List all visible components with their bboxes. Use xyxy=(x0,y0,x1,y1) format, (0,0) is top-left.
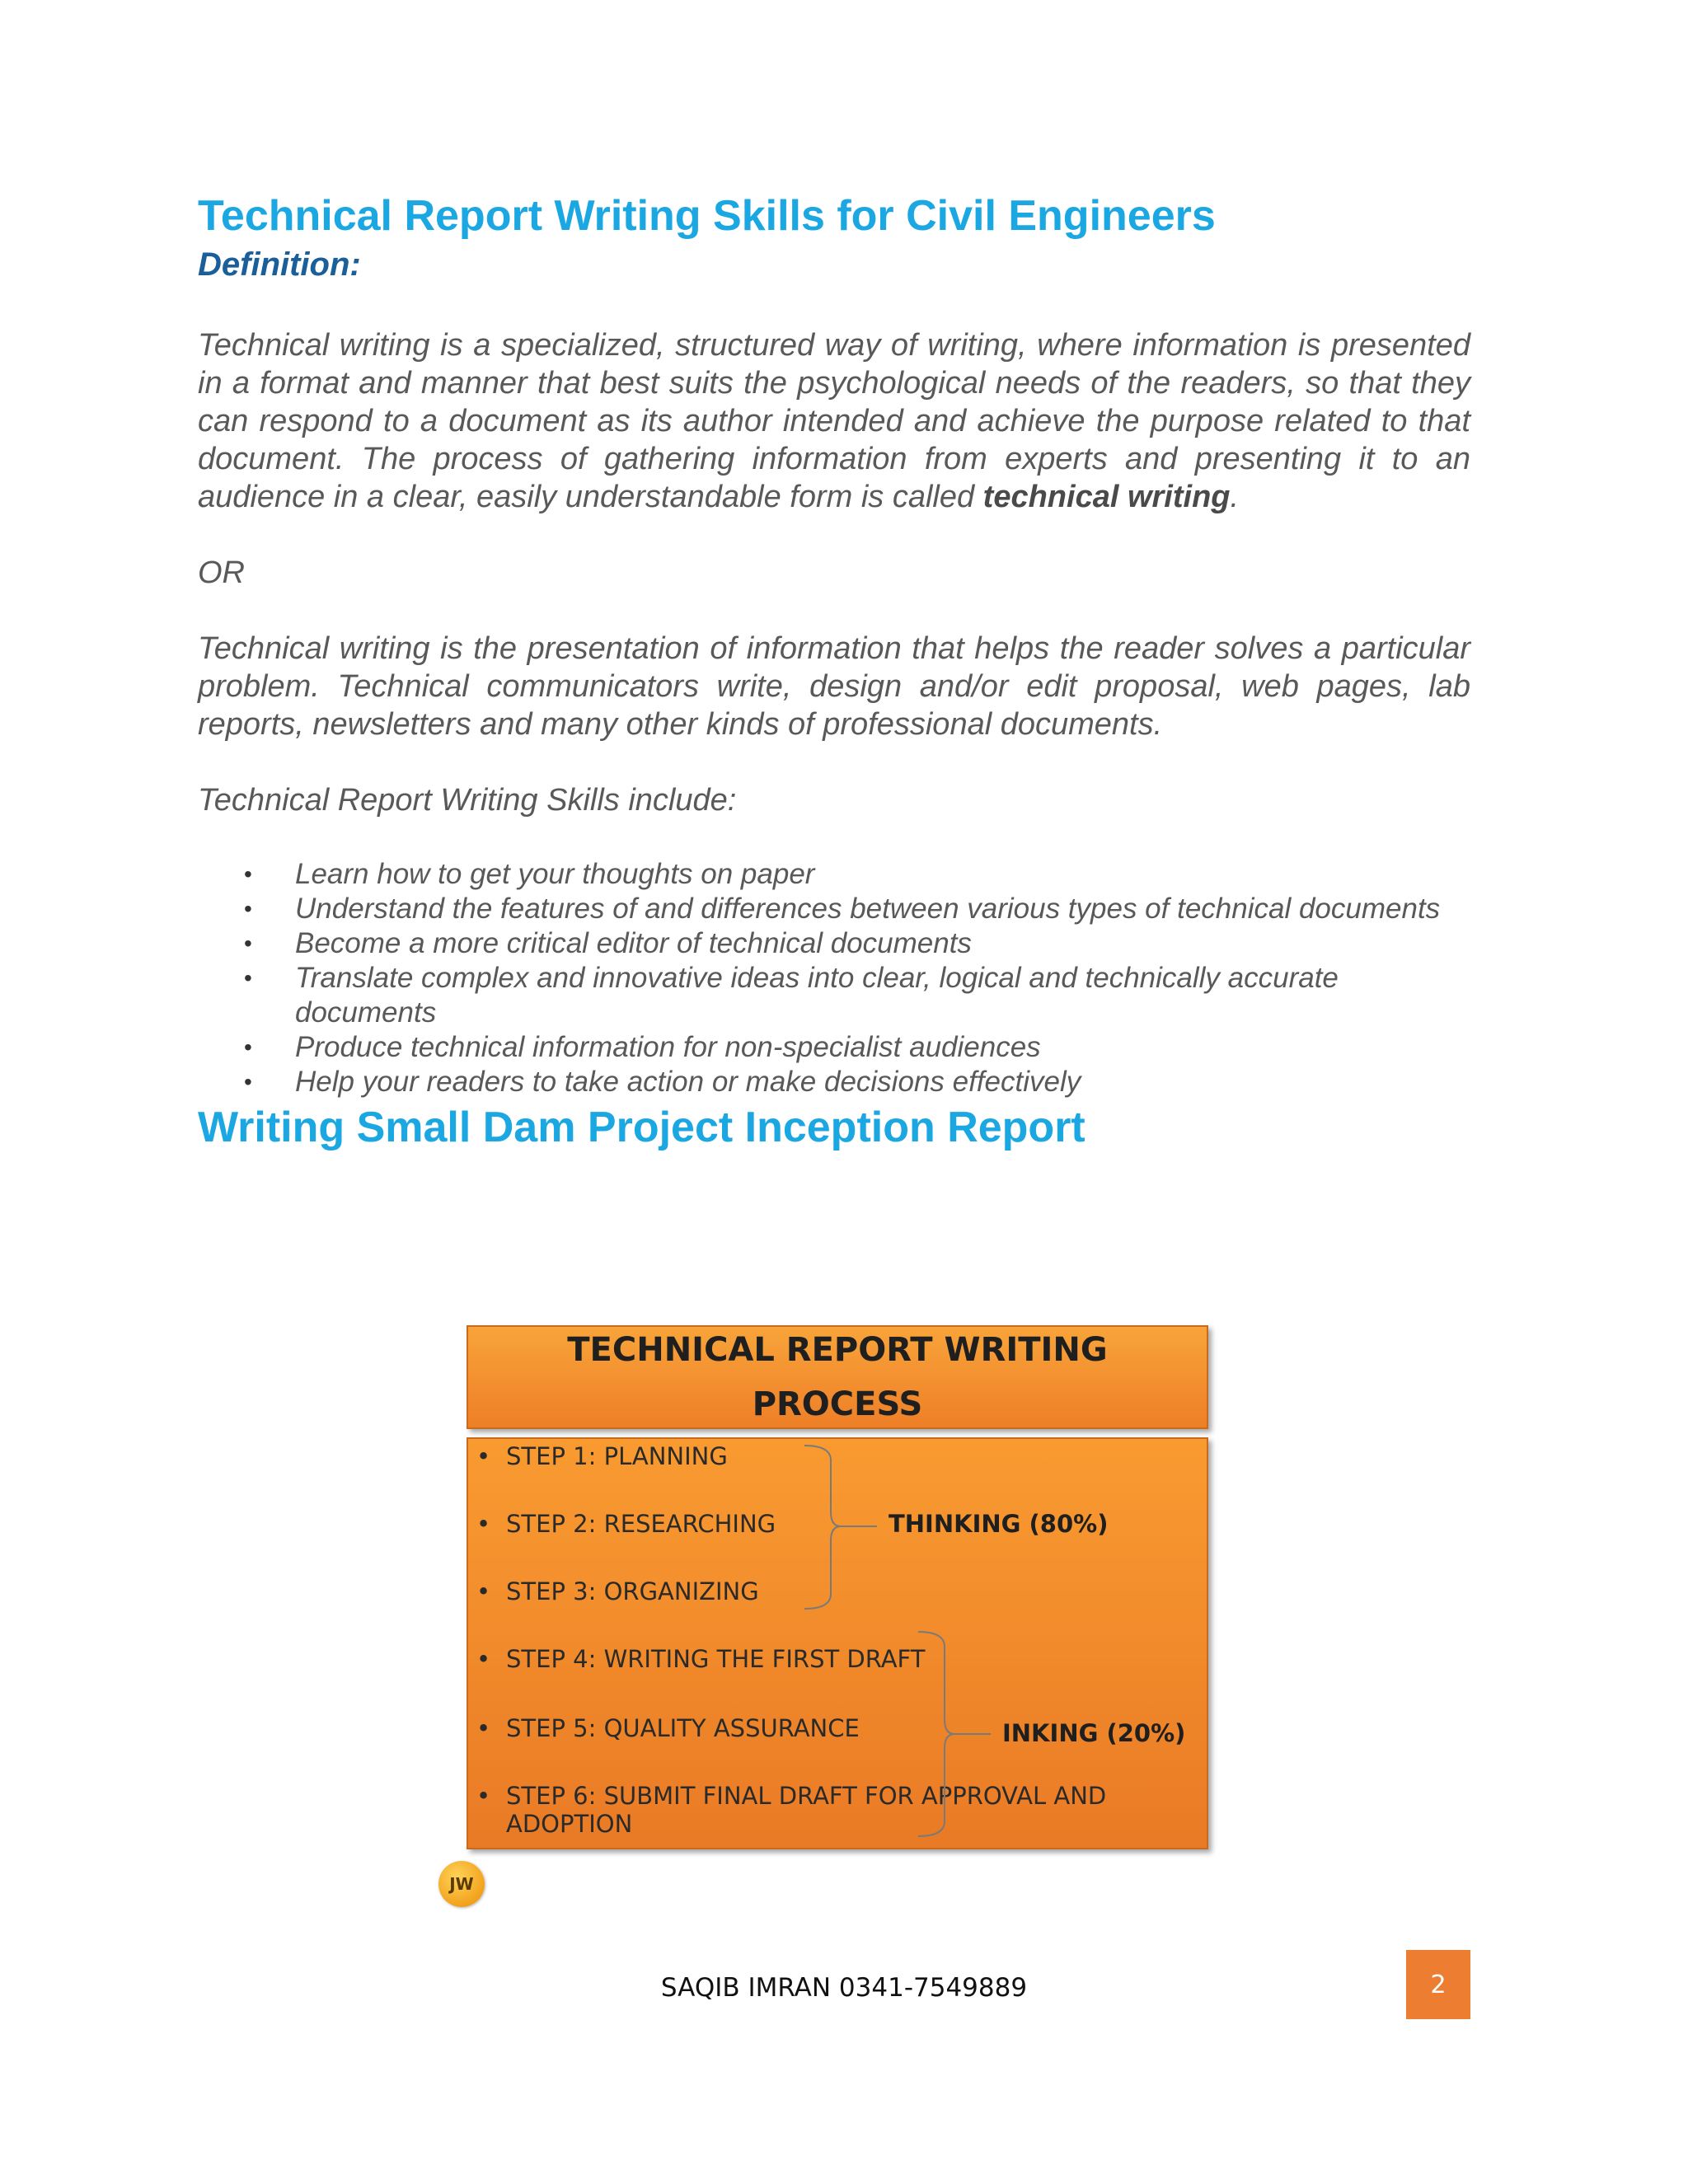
bullet-icon: • xyxy=(244,1034,252,1060)
bullet-icon: • xyxy=(244,896,252,921)
spacer xyxy=(198,287,1470,326)
list-item: • Become a more critical editor of technical documents xyxy=(244,927,972,959)
bullet-icon: • xyxy=(244,930,252,956)
spacer xyxy=(198,592,1470,630)
bullet-icon: • xyxy=(244,1069,252,1094)
bullet-icon: • xyxy=(476,1782,491,1810)
thinking-phase-label: THINKING (80%) xyxy=(889,1510,1109,1538)
definition-paragraph-2: Technical writing is the presentation of information that helps the reader solves a particular problem. Technical communicators write, design and/or edit proposal, web pages, lab reports, newsletters and many other kinds of professional documents. xyxy=(198,631,1470,742)
paragraph1-text: Technical writing is a specialized, structured way of writing, where information is presented in a format and manner that best suits the psychological needs of the readers, so that they can respond to a document as its author intended and achieve the purpose related to that document. The process of gathering information from experts and presenting it to an audience in a clear, easily understandable form is called xyxy=(198,328,1470,514)
paragraph1-period: . xyxy=(1230,480,1240,514)
infographic-title: TECHNICAL REPORT WRITING PROCESS xyxy=(567,1331,1108,1423)
list-item: • Help your readers to take action or make decisions effectively xyxy=(244,1066,1081,1098)
spacer xyxy=(198,819,1470,857)
bullet-icon: • xyxy=(476,1442,491,1470)
skills-intro: Technical Report Writing Skills include: xyxy=(198,783,737,818)
page-number: 2 xyxy=(1430,1970,1447,1999)
paragraph1-bold-term: technical writing xyxy=(982,480,1231,514)
definition-heading: Definition: xyxy=(198,246,361,283)
page-content xyxy=(198,190,1470,1154)
list-item: • Learn how to get your thoughts on paper xyxy=(244,858,815,890)
jw-logo-icon: JW xyxy=(438,1861,485,1907)
skills-list xyxy=(198,857,1470,1099)
thinking-brace-icon xyxy=(798,1444,880,1612)
spacer xyxy=(198,516,1470,554)
list-item: • Translate complex and innovative ideas into clear, logical and technically accurate documents xyxy=(244,962,1339,1029)
section-2-title: Writing Small Dam Project Inception Report xyxy=(198,1104,1085,1151)
bullet-icon: • xyxy=(244,861,252,887)
footer-author: SAQIB IMRAN 0341-7549889 xyxy=(660,1973,1028,2003)
bullet-icon: • xyxy=(476,1714,491,1742)
definition-paragraph-1 xyxy=(198,326,1470,516)
infographic-steps-box: • STEP 1: PLANNING • STEP 2: RESEARCHING • STEP 3: ORGANIZING • STEP 4: WRITING THE FIRST DRAFT • STEP 5: QUALITY ASSURANCE • STEP 6: SUBMIT FINAL DRAFT FOR APPROVAL AND ADOPTION THINKING (80%) INKING (20%) xyxy=(467,1437,1208,1849)
bullet-icon: • xyxy=(476,1510,491,1538)
inking-phase-label: INKING (20%) xyxy=(1002,1719,1186,1747)
page-number-badge xyxy=(1406,1950,1470,2019)
list-item: • Produce technical information for non-specialist audiences xyxy=(244,1031,1041,1063)
or-separator: OR xyxy=(198,555,245,590)
spacer xyxy=(198,743,1470,781)
report-writing-process-infographic xyxy=(449,1325,1208,1902)
bullet-icon: • xyxy=(476,1645,491,1673)
page-title: Technical Report Writing Skills for Civil Engineers xyxy=(198,192,1216,240)
bullet-icon: • xyxy=(476,1577,491,1605)
list-item: • Understand the features of and differences between various types of technical documents xyxy=(244,893,1441,925)
bullet-icon: • xyxy=(244,965,252,991)
infographic-title-box xyxy=(467,1325,1208,1429)
inking-brace-icon xyxy=(912,1630,994,1840)
